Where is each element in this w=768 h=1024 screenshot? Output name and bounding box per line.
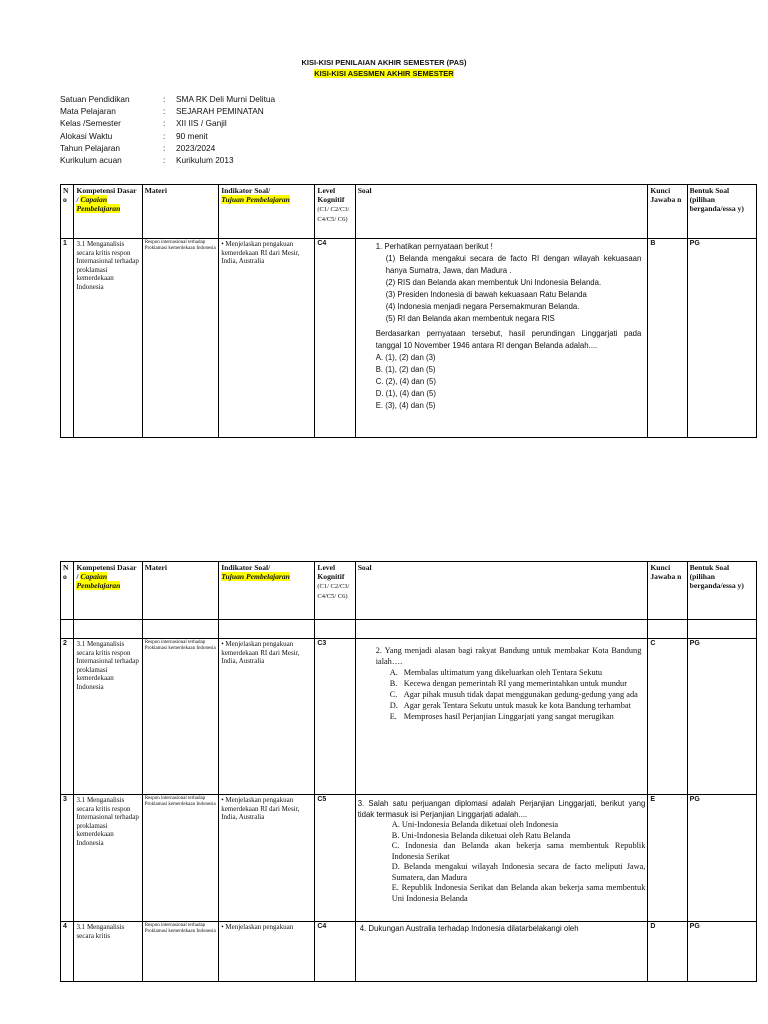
col-level: Level Kognitif (C1/ C2/C3/ C4/C5/ C6)	[315, 185, 355, 239]
header-row	[61, 562, 757, 620]
question-text: 3. Salah satu perjuangan diplomasi adalah Perjanjian Linggarjati, berikut yang tidak termasuk isi Perjanjian Linggarjati adalah....	[357, 799, 646, 819]
col-materi: Materi	[142, 562, 219, 620]
meta-value: SMA RK Deli Murni Delitua	[176, 94, 276, 104]
question-form: PG	[687, 922, 756, 982]
col-kunci: Kunci Jawaba n	[648, 562, 687, 620]
answer-option: A. Uni-Indonesia Belanda diketuai oleh Indonesia	[391, 820, 559, 829]
kd-cell: 3.1 Menganalisis secara kritis respon Internasional terhadap proklamasi kemerdekaan Indonesia	[74, 795, 142, 922]
materi-cell: Respon internasional terhadap Proklamasi kemerdekaan Indonesia	[142, 239, 219, 438]
meta-label: Satuan Pendidikan	[60, 94, 130, 104]
answer-key: E	[648, 795, 687, 922]
col-no: N o	[61, 185, 74, 239]
answer-option: C. (2), (4) dan (5)	[375, 377, 436, 386]
meta-colon: :	[163, 130, 166, 141]
meta-value: Kurikulum 2013	[176, 155, 234, 166]
answer-option: B. (1), (2) dan (5)	[375, 365, 436, 374]
meta-row	[60, 154, 275, 166]
statement: (5) RI dan Belanda akan membentuk negara RIS	[385, 314, 555, 323]
spacer-row	[61, 620, 757, 639]
grid-table-1	[60, 184, 757, 438]
answer-option: D. Belanda mengakui wilayah Indonesia secara de facto meliputi Jawa, Sumatera, dan Madura	[391, 862, 646, 882]
col-soal: Soal	[355, 562, 648, 620]
meta-colon: :	[163, 118, 166, 129]
col-kd: Kompetensi Dasar / Capaian Pembelajaran	[74, 562, 142, 620]
row-no: 4	[61, 922, 74, 982]
grid-table-2	[60, 561, 757, 982]
answer-key: D	[648, 922, 687, 982]
answer-key: B	[648, 239, 687, 438]
question-form: PG	[687, 639, 756, 795]
meta-colon: :	[163, 155, 166, 166]
answer-option: D. Agar gerak Tentara Sekutu untuk masuk ke kota Bandung terhambat	[389, 701, 631, 710]
table-row	[61, 639, 757, 795]
answer-option: B. Kecewa dengan pemerintah RI yang memerintahkan untuk mundur	[389, 679, 627, 688]
indikator-cell: • Menjelaskan pengakuan kemerdekaan RI dari Mesir, India, Australia	[219, 239, 315, 438]
answer-option: E. Memproses hasil Perjanjian Linggarjati yang sangat merugikan	[389, 712, 614, 721]
answer-option: A. Membalas ultimatum yang dikeluarkan oleh Tentara Sekutu	[389, 668, 603, 677]
answer-option: E. (3), (4) dan (5)	[375, 401, 436, 410]
meta-colon: :	[163, 106, 166, 117]
meta-label: Alokasi Waktu	[60, 130, 113, 141]
meta-label: Kurikulum acuan	[60, 155, 122, 166]
question-form: PG	[687, 795, 756, 922]
col-bentuk: Bentuk Soal (pilihan berganda/essa y)	[687, 185, 756, 239]
kd-cell: 3.1 Menganalisis secara kritis	[74, 922, 142, 982]
question-cell	[355, 239, 648, 438]
row-no: 1	[61, 239, 74, 438]
meta-colon: :	[163, 142, 166, 153]
answer-option: A. (1), (2) dan (3)	[375, 353, 436, 362]
indikator-cell: • Menjelaskan pengakuan kemerdekaan RI dari Mesir, India, Australia	[219, 795, 315, 922]
col-soal: Soal	[355, 185, 648, 239]
col-kunci: Kunci Jawaba n	[648, 185, 687, 239]
col-indikator: Indikator Soal/ Tujuan Pembelajaran	[219, 185, 315, 239]
meta-row	[60, 93, 275, 105]
question-cell	[355, 795, 648, 922]
indikator-cell: • Menjelaskan pengakuan kemerdekaan RI dari Mesir, India, Australia	[219, 639, 315, 795]
meta-label: Kelas /Semester	[60, 118, 121, 129]
answer-option: C. Indonesia dan Belanda akan bekerja sama membentuk Republik Indonesia Serikat	[391, 841, 646, 861]
level-cell: C4	[315, 922, 355, 982]
meta-value: 90 menit	[176, 130, 208, 141]
meta-row	[60, 142, 275, 154]
meta-label: Mata Pelajaran	[60, 106, 116, 117]
meta-value: XII IIS / Ganjil	[176, 118, 227, 129]
identity-block	[60, 93, 275, 166]
meta-value: SEJARAH PEMINATAN	[176, 106, 264, 117]
statement: (3) Presiden Indonesia di bawah kekuasaan Ratu Belanda	[385, 290, 587, 299]
statement: (1) Belanda mengakui secara de facto RI dengan wilayah kekuasaan hanya Sumatra, Jawa, dan Madura .	[385, 254, 642, 275]
level-cell: C3	[315, 639, 355, 795]
answer-option: C. Agar pihak musuh tidak dapat menggunakan gedung-gedung yang ada	[389, 690, 638, 699]
col-level: Level Kognitif (C1/ C2/C3/ C4/C5/ C6)	[315, 562, 355, 620]
table-row	[61, 795, 757, 922]
indikator-cell: • Menjelaskan pengakuan	[219, 922, 315, 982]
meta-row	[60, 117, 275, 129]
materi-cell: Respon internasional terhadap Proklamasi kemerdekaan Indonesia	[142, 795, 219, 922]
table-row	[61, 922, 757, 982]
answer-key: C	[648, 639, 687, 795]
materi-cell: Respon internasional terhadap Proklamasi kemerdekaan Indonesia	[142, 922, 219, 982]
question-form: PG	[687, 239, 756, 438]
level-cell: C4	[315, 239, 355, 438]
question-text: Berdasarkan pernyataan tersebut, hasil perundingan Linggarjati pada tanggal 10 November 1946 antara RI dengan Belanda adalah....	[375, 329, 642, 350]
document-subtitle: KISI-KISI ASESMEN AKHIR SEMESTER	[314, 69, 454, 78]
statement: (2) RIS dan Belanda akan membentuk Uni Indonesia Belanda.	[385, 278, 602, 287]
question-cell	[355, 639, 648, 795]
kd-cell: 3.1 Menganalisis secara kritis respon Internasional terhadap proklamasi kemerdekaan Indonesia	[74, 239, 142, 438]
answer-option: E. Republik Indonesia Serikat dan Belanda akan bekerja sama membentuk Uni Indonesia Belanda	[391, 883, 646, 903]
col-indikator: Indikator Soal/ Tujuan Pembelajaran	[219, 562, 315, 620]
question-text: 4. Dukungan Australia terhadap Indonesia dilatarbelakangi oleh	[359, 924, 579, 933]
answer-option: D. (1), (4) dan (5)	[375, 389, 436, 398]
col-bentuk: Bentuk Soal (pilihan berganda/essa y)	[687, 562, 756, 620]
answer-option: B. Uni-Indonesia Belanda diketuai oleh Ratu Belanda	[391, 830, 571, 840]
materi-cell: Respon internasional terhadap Proklamasi kemerdekaan Indonesia	[142, 639, 219, 795]
col-kd: Kompetensi Dasar / Capaian Pembelajaran	[74, 185, 142, 239]
header-row	[61, 185, 757, 239]
col-materi: Materi	[142, 185, 219, 239]
meta-colon: :	[163, 94, 166, 104]
meta-label: Tahun Pelajaran	[60, 142, 120, 153]
question-intro: 1. Perhatikan pernyataan berikut !	[375, 242, 493, 251]
question-cell	[355, 922, 648, 982]
document-title: KISI-KISI PENILAIAN AKHIR SEMESTER (PAS)	[301, 58, 467, 67]
level-cell: C5	[315, 795, 355, 922]
row-no: 3	[61, 795, 74, 922]
kd-cell: 3.1 Menganalisis secara kritis respon Internasional terhadap proklamasi kemerdekaan Indonesia	[74, 639, 142, 795]
meta-value: 2023/2024	[176, 142, 216, 153]
row-no: 2	[61, 639, 74, 795]
meta-row	[60, 105, 275, 117]
question-text: 2. Yang menjadi alasan bagi rakyat Bandung untuk membakar Kota Bandung ialah….	[375, 646, 642, 666]
meta-row	[60, 130, 275, 142]
table-row	[61, 239, 757, 438]
statement: (4) Indonesia menjadi negara Persemakmuran Belanda.	[385, 302, 580, 311]
col-no: N o	[61, 562, 74, 620]
